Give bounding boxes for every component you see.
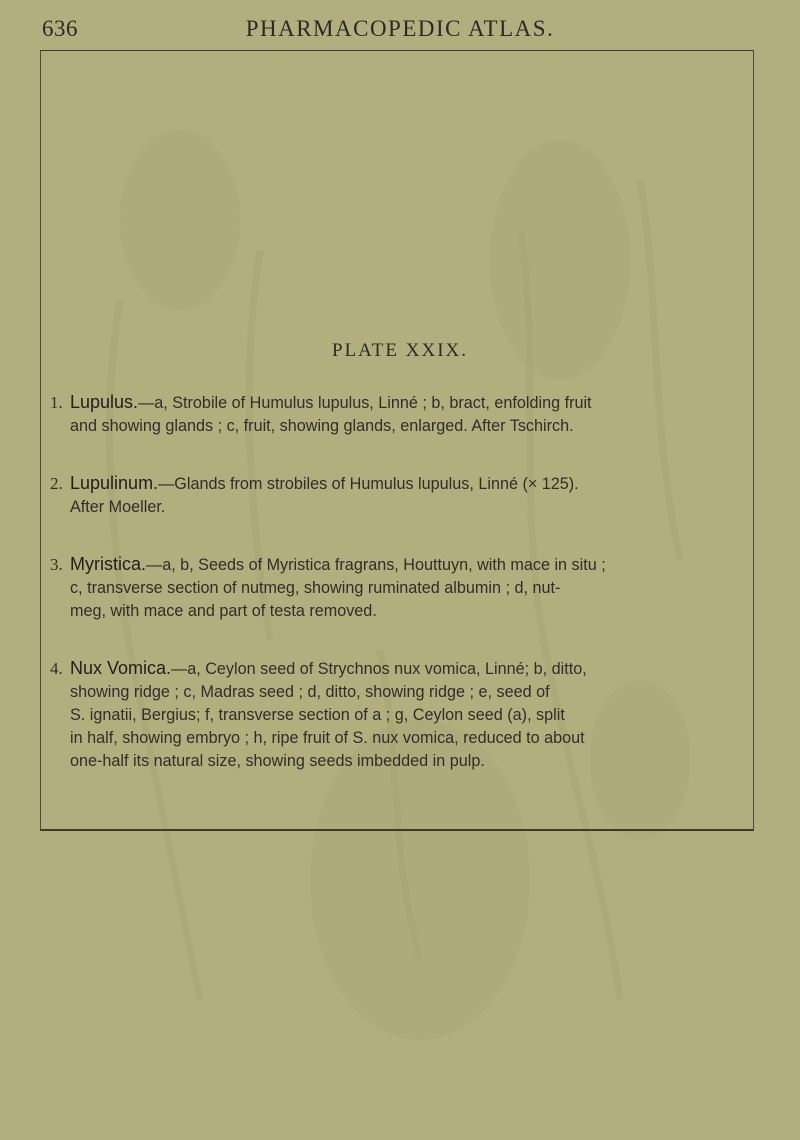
entry-text: —Glands from strobiles of Humulus lupulus, Linné (× 125). [158,475,579,493]
entry-number: 1. [50,393,63,412]
entry-line [70,658,764,681]
entry-line: in half, showing embryo ; h, ripe fruit of S. nux vomica, reduced to about [70,729,585,747]
page-number: 636 [42,16,78,41]
entry-text: —a, Strobile of Humulus lupulus, Linné ; b, bract, enfolding fruit [138,394,592,412]
plate-title: PLATE XXIX. [332,340,468,361]
entry-line: meg, with mace and part of testa removed. [70,602,377,620]
entry-title: Lupulinum. [70,473,159,493]
running-title: PHARMACOPEDIC ATLAS. [245,16,555,41]
entry-line [70,554,764,577]
entry-line: S. ignatii, Bergius; f, transverse section of a ; g, Ceylon seed (a), split [70,706,565,724]
entry-number: 4. [50,659,63,678]
entry-number: 2. [50,474,63,493]
entry-title: Lupulus. [70,392,139,412]
entry-line: showing ridge ; c, Madras seed ; d, ditto, showing ridge ; e, seed of [70,683,550,701]
entry-line: one-half its natural size, showing seeds imbedded in pulp. [70,752,485,770]
entry-line [70,392,764,415]
entry-title: Myristica. [70,554,146,574]
entry-number: 3. [50,555,63,574]
entry-title: Nux Vomica. [70,658,172,678]
entry-text: —a, Ceylon seed of Strychnos nux vomica, Linné; b, ditto, [171,660,587,678]
entry-line: After Moeller. [70,498,166,516]
entry-line: and showing glands ; c, fruit, showing glands, enlarged. After Tschirch. [70,417,574,435]
entry-line [70,473,764,496]
entry-line: c, transverse section of nutmeg, showing ruminated albumin ; d, nut- [70,579,561,597]
entry-text: —a, b, Seeds of Myristica fragrans, Houttuyn, with mace in situ ; [146,556,606,574]
